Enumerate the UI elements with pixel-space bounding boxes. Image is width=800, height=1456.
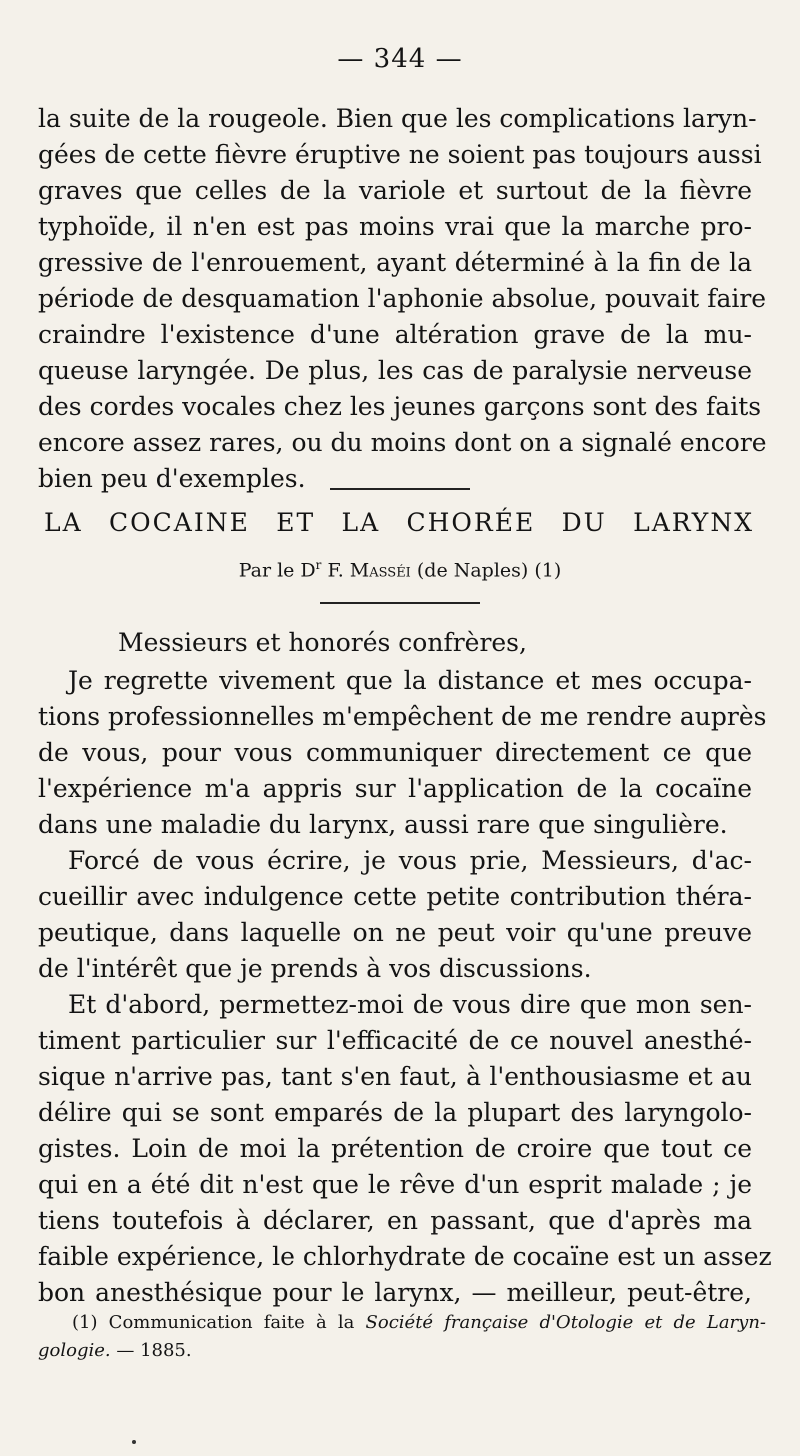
text-line: faible expérience, le chlorhydrate de cocaïne est un assez — [38, 1242, 772, 1271]
article-byline — [0, 558, 800, 581]
text-line: Forcé de vous écrire, je vous prie, Messieurs, d'ac- — [68, 846, 752, 875]
text-line: cueillir avec indulgence cette petite contribution théra- — [38, 882, 752, 911]
salutation: Messieurs et honorés confrères, — [118, 628, 527, 657]
footnote-society-end: gologie. — [38, 1340, 111, 1361]
text-line: typhoïde, il n'en est pas moins vrai que la marche pro- — [38, 212, 752, 241]
text-line: queuse laryngée. De plus, les cas de paralysie nerveuse — [38, 356, 752, 385]
footnote-year: — 1885. — [116, 1340, 192, 1361]
text-line: craindre l'existence d'une altération grave de la mu- — [38, 320, 752, 349]
text-line: timent particulier sur l'efficacité de ce nouvel anesthé- — [38, 1026, 752, 1055]
text-line: délire qui se sont emparés de la plupart des laryngolo- — [38, 1098, 752, 1127]
text-line: la suite de la rougeole. Bien que les complications laryn- — [38, 104, 757, 133]
page-number: — 344 — — [337, 44, 463, 74]
text-line: gressive de l'enrouement, ayant déterminé à la fin de la — [38, 248, 752, 277]
text-line: peutique, dans laquelle on ne peut voir qu'une preuve — [38, 918, 752, 947]
author-name: F. Masséi — [327, 559, 411, 582]
text-line: dans une maladie du larynx, aussi rare que singulière. — [38, 810, 728, 839]
text-line: l'expérience m'a appris sur l'application de la cocaïne — [38, 774, 752, 803]
text-line: encore assez rares, ou du moins dont on a signalé encore — [38, 428, 767, 457]
text-line: tiens toutefois à déclarer, en passant, que d'après ma — [38, 1206, 752, 1235]
byline-suffix: (de Naples) (1) — [416, 559, 562, 582]
byline-prefix: Par le D — [238, 559, 316, 582]
text-line: tions professionnelles m'empêchent de me rendre auprès — [38, 702, 767, 731]
text-line: gées de cette fièvre éruptive ne soient pas toujours aussi — [38, 140, 762, 169]
text-line: période de desquamation l'aphonie absolue, pouvait faire — [38, 284, 767, 313]
article-title: LA COCAINE ET LA CHORÉE DU LARYNX — [44, 508, 754, 537]
heading-divider — [320, 602, 480, 604]
footnote-marker: (1) Communication faite à la — [72, 1312, 355, 1333]
byline-sup: r — [315, 558, 322, 572]
text-line: des cordes vocales chez les jeunes garçons sont des faits — [38, 392, 762, 421]
footnote-line — [72, 1312, 766, 1333]
text-line: Et d'abord, permettez-moi de vous dire que mon sen- — [68, 990, 752, 1019]
text-line: qui en a été dit n'est que le rêve d'un esprit malade ; je — [38, 1170, 752, 1199]
print-speck — [132, 1440, 136, 1444]
text-line: bien peu d'exemples. — [38, 464, 306, 493]
footnote-line — [38, 1340, 192, 1361]
section-divider — [330, 488, 470, 490]
text-line: bon anesthésique pour le larynx, — meilleur, peut-être, — [38, 1278, 752, 1307]
text-line: gistes. Loin de moi la prétention de croire que tout ce — [38, 1134, 752, 1163]
text-line: de vous, pour vous communiquer directement ce que — [38, 738, 752, 767]
text-line: Je regrette vivement que la distance et mes occupa- — [68, 666, 752, 695]
text-line: graves que celles de la variole et surtout de la fièvre — [38, 176, 752, 205]
text-line: sique n'arrive pas, tant s'en faut, à l'enthousiasme et au — [38, 1062, 752, 1091]
footnote-society: Société française d'Otologie et de Laryn- — [365, 1312, 766, 1333]
text-line: de l'intérêt que je prends à vos discussions. — [38, 954, 592, 983]
